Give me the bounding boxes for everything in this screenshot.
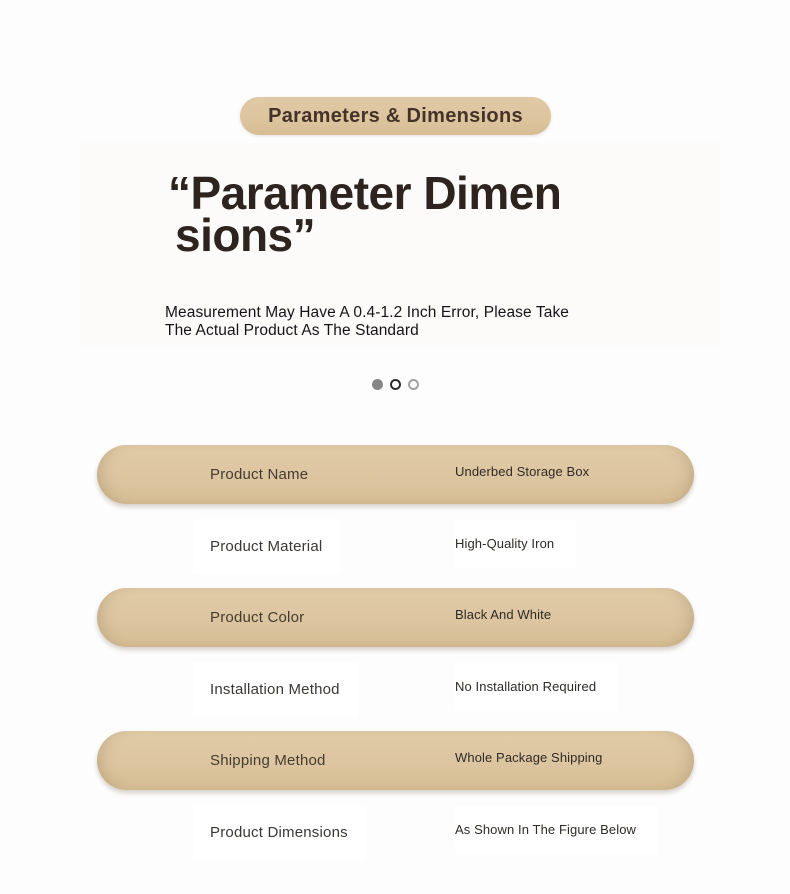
carousel-dot-3[interactable] [408, 379, 419, 390]
row-label: Product Color [210, 609, 305, 626]
row-label: Product Material [193, 519, 340, 574]
table-row-product-color [97, 588, 694, 647]
row-value: Black And White [455, 607, 552, 622]
row-label: Product Dimensions [193, 805, 366, 860]
row-label: Product Name [210, 466, 309, 483]
row-value: Whole Package Shipping [455, 750, 603, 765]
disclaimer-line1: Measurement May Have A 0.4-1.2 Inch Error, Please Take [165, 304, 570, 321]
row-value: As Shown In The Figure Below [455, 806, 658, 854]
row-label: Installation Method [193, 662, 358, 717]
measurement-disclaimer [165, 304, 569, 339]
spec-table [97, 445, 694, 874]
table-row-product-name [97, 445, 694, 504]
table-row-product-dimensions [97, 803, 694, 862]
row-value: Underbed Storage Box [455, 464, 590, 479]
table-row-shipping-method [97, 731, 694, 790]
carousel-dot-1[interactable] [372, 379, 383, 390]
page-title-line1: “Parameter Dimen [168, 167, 562, 219]
section-badge-label: Parameters & Dimensions [268, 104, 523, 127]
table-row-installation-method [97, 660, 694, 719]
carousel-pagination [0, 379, 790, 390]
table-row-product-material [97, 517, 694, 576]
page-title-line2: sions” [175, 209, 316, 261]
row-value: No Installation Required [455, 663, 618, 711]
row-value: High-Quality Iron [455, 520, 576, 568]
carousel-dot-2[interactable] [390, 379, 401, 390]
page-title [168, 167, 562, 261]
row-label: Shipping Method [210, 752, 326, 769]
section-badge [240, 97, 551, 135]
disclaimer-line2: The Actual Product As The Standard [165, 321, 419, 339]
